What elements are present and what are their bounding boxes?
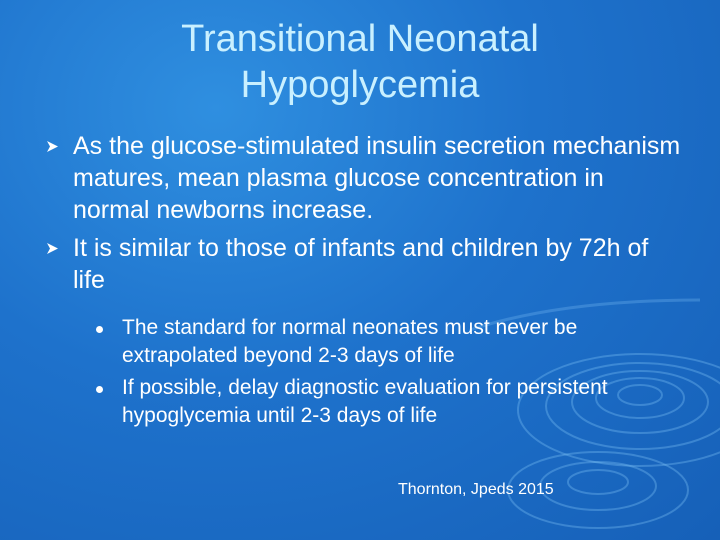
sub-bullet-text: The standard for normal neonates must never be extrapolated beyond 2-3 days of life — [122, 316, 578, 367]
sub-bullet-item — [94, 374, 674, 430]
bullet-list — [46, 130, 686, 434]
sub-bullet-list — [94, 314, 674, 430]
slide-title — [40, 16, 680, 108]
title-line-1: Transitional Neonatal — [181, 18, 539, 60]
bullet-text: As the glucose-stimulated insulin secretion mechanism matures, mean plasma glucose concentration in normal newborns increase. — [73, 132, 681, 224]
arrowhead-bullet-icon — [46, 242, 59, 255]
title-line-2: Hypoglycemia — [240, 64, 480, 106]
filled-circle-bullet-icon — [96, 386, 103, 393]
citation: Thornton, Jpeds 2015 — [398, 481, 554, 498]
sub-bullet-item — [94, 314, 674, 370]
arrowhead-bullet-icon — [46, 140, 59, 153]
filled-circle-bullet-icon — [96, 326, 103, 333]
sub-bullet-text: If possible, delay diagnostic evaluation for persistent hypoglycemia until 2-3 days of life — [122, 376, 608, 427]
bullet-text: It is similar to those of infants and children by 72h of life — [73, 234, 649, 294]
bullet-item — [46, 232, 686, 296]
bullet-item — [46, 130, 686, 226]
